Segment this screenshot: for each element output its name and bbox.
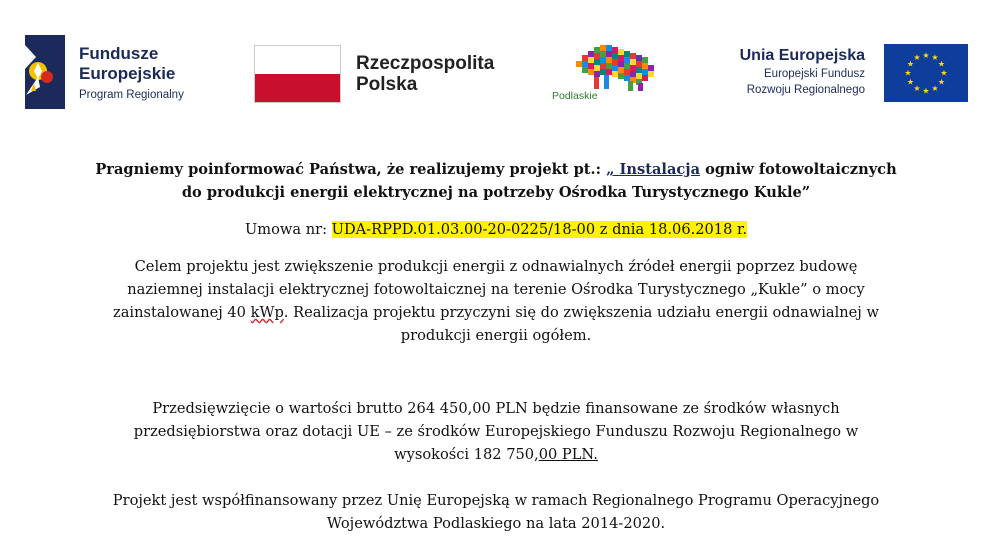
cof-line2: Województwa Podlaskiego na lata 2014-2020. bbox=[326, 515, 666, 532]
svg-text:★: ★ bbox=[937, 77, 946, 87]
fin-line3a: wysokości 182 750, bbox=[394, 446, 539, 463]
svg-text:★: ★ bbox=[931, 84, 939, 93]
fe-line2: Europejskie bbox=[79, 64, 176, 83]
title-line2: do produkcji energii elektrycznej na potrzeby Ośrodka Turystycznego Kukle” bbox=[181, 184, 811, 201]
cofinancing-info bbox=[60, 489, 932, 535]
fundusze-europejskie-emblem bbox=[22, 33, 74, 113]
svg-text:★: ★ bbox=[913, 84, 921, 93]
goal-line2: naziemnej instalacji elektrycznej fotowoltaicznej na terenie Ośrodka Turystycznego „Kukle” o mocy bbox=[127, 281, 865, 298]
contract-label: Umowa nr: bbox=[244, 221, 332, 238]
title-rest: ogniw fotowoltaicznych bbox=[700, 161, 897, 178]
contract-value: UDA-RPPD.01.03.00-20-0225/18-00 z dnia 18.06.2018 r. bbox=[331, 221, 748, 238]
podlaskie-label: Podlaskie bbox=[552, 90, 598, 102]
bison-icon bbox=[574, 43, 662, 93]
title-prefix: Pragniemy poinformować Państwa, że realizujemy projekt pt.: bbox=[95, 161, 607, 178]
fe-line1: Fundusze bbox=[79, 44, 159, 63]
eu-stars-icon bbox=[884, 44, 968, 102]
ue-line2: Europejski Fundusz bbox=[764, 68, 865, 80]
fin-line1: Przedsięwzięcie o wartości brutto 264 450,00 PLN będzie finansowane ze środków własnych bbox=[152, 400, 840, 417]
svg-text:★: ★ bbox=[940, 68, 948, 78]
svg-text:★: ★ bbox=[906, 77, 915, 87]
unia-europejska-logo bbox=[716, 44, 968, 108]
eu-flag-icon bbox=[884, 44, 968, 102]
cof-line1: Projekt jest współfinansowany przez Unię Europejską w ramach Regionalnego Programu Operacyjnego bbox=[112, 492, 880, 509]
project-goal bbox=[60, 255, 932, 347]
svg-text:★: ★ bbox=[922, 86, 930, 96]
rp-line2: Polska bbox=[356, 74, 418, 95]
goal-line3a: zainstalowanej 40 bbox=[113, 304, 251, 321]
notice-content bbox=[60, 158, 932, 535]
svg-text:★: ★ bbox=[906, 59, 915, 69]
goal-line4: produkcji energii ogółem. bbox=[400, 327, 592, 344]
fe-line3: Program Regionalny bbox=[79, 89, 184, 101]
svg-text:★: ★ bbox=[904, 68, 912, 78]
ue-line3: Rozwoju Regionalnego bbox=[746, 84, 865, 96]
goal-kwp: kWp bbox=[250, 304, 284, 321]
fin-amount-underlined: 00 PLN. bbox=[538, 446, 598, 463]
rzeczpospolita-polska-logo bbox=[254, 45, 514, 105]
svg-text:★: ★ bbox=[937, 59, 946, 69]
contract-number bbox=[60, 218, 932, 241]
goal-line3c: . Realizacja projektu przyczyni się do zwiększenia udziału energii odnawialnej w bbox=[283, 304, 879, 321]
fin-line2: przedsiębiorstwa oraz dotacji UE – ze środków Europejskiego Funduszu Rozwoju Regionalnego w bbox=[133, 423, 859, 440]
project-title bbox=[60, 158, 932, 204]
rp-line1: Rzeczpospolita bbox=[356, 53, 495, 74]
fundusze-europejskie-logo bbox=[22, 33, 222, 113]
ue-line1: Unia Europejska bbox=[739, 47, 865, 64]
financing-info bbox=[60, 397, 932, 466]
goal-line1: Celem projektu jest zwiększenie produkcji energii z odnawialnych źródeł energii poprzez budowę bbox=[134, 258, 858, 275]
podlaskie-logo bbox=[552, 43, 662, 107]
logo-bar bbox=[0, 0, 992, 130]
svg-text:★: ★ bbox=[913, 53, 921, 62]
svg-text:★: ★ bbox=[931, 53, 939, 62]
svg-text:★: ★ bbox=[922, 51, 930, 60]
title-link[interactable]: „ Instalacja bbox=[606, 161, 701, 178]
polish-flag-icon bbox=[254, 45, 341, 103]
